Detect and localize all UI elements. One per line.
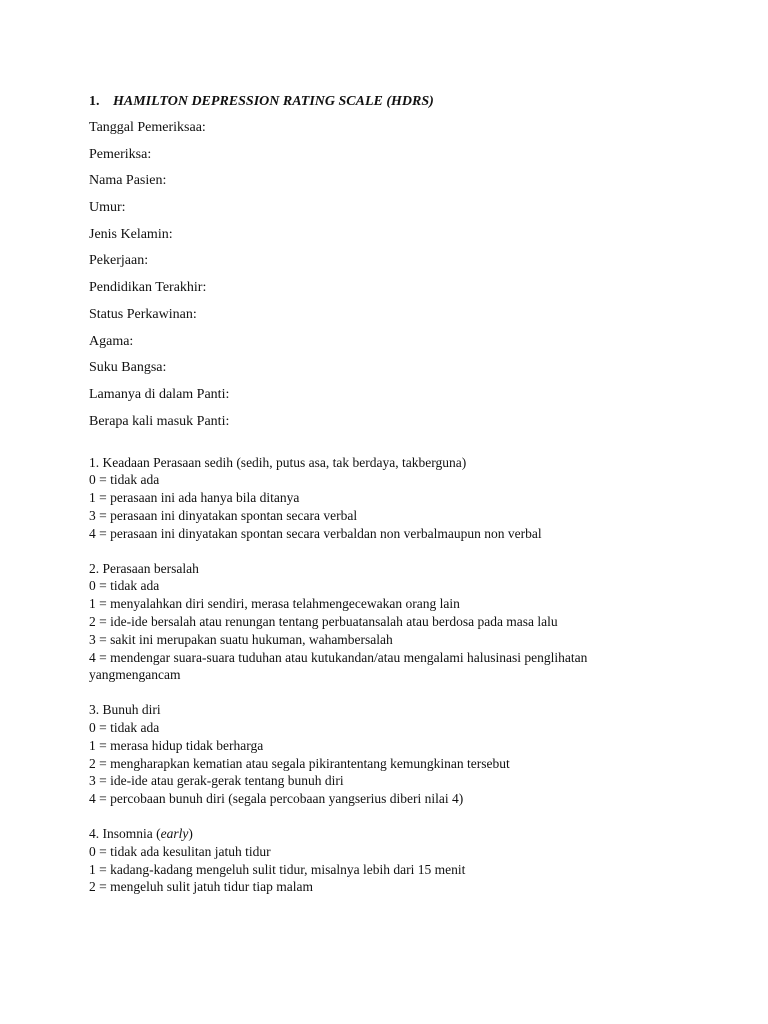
field-umur: Umur: [89,200,126,216]
title-number: 1. [89,94,100,109]
list-item: 2 = mengharapkan kematian atau segala pikirantentang kemungkinan tersebut [89,755,510,771]
field-status-perkawinan: Status Perkawinan: [89,306,197,322]
heading-suffix: ) [188,825,193,841]
list-item: 1 = perasaan ini ada hanya bila ditanya [89,490,300,506]
list-item: 0 = tidak ada [89,472,160,488]
section-keadaan-perasaan-sedih [89,454,729,543]
list-item: 0 = tidak ada [89,578,160,594]
document-page [89,92,729,913]
field-jenis-kelamin: Jenis Kelamin: [89,226,173,242]
list-item: 4 = percobaan bunuh diri (segala percobaan yangserius diberi nilai 4) [89,791,464,807]
field-pekerjaan: Pekerjaan: [89,253,149,269]
list-item: 1 = merasa hidup tidak berharga [89,737,264,753]
section-bunuh-diri [89,701,729,808]
section-insomnia-early [89,825,729,896]
heading-prefix: 4. Insomnia ( [89,825,161,841]
list-item: 3 = sakit ini merupakan suatu hukuman, wahambersalah [89,631,393,647]
field-lamanya-di-panti: Lamanya di dalam Panti: [89,386,230,402]
field-pendidikan-terakhir: Pendidikan Terakhir: [89,280,207,296]
document-title [89,92,729,112]
title-text: HAMILTON DEPRESSION RATING SCALE (HDRS) [113,94,434,109]
heading-emphasis: early [160,825,189,841]
list-item: 0 = tidak ada kesulitan jatuh tidur [89,843,271,859]
field-berapa-kali-masuk-panti: Berapa kali masuk Panti: [89,413,230,429]
field-suku-bangsa: Suku Bangsa: [89,360,167,376]
list-item: 1 = kadang-kadang mengeluh sulit tidur, misalnya lebih dari 15 menit [89,861,466,877]
list-item: 2 = ide-ide bersalah atau renungan tentang perbuatansalah atau berdosa pada masa lalu [89,613,558,629]
section-heading: 1. Keadaan Perasaan sedih (sedih, putus asa, tak berdaya, takberguna) [89,454,467,470]
list-item: 2 = mengeluh sulit jatuh tidur tiap malam [89,879,313,895]
field-agama: Agama: [89,333,134,349]
list-item: 3 = perasaan ini dinyatakan spontan secara verbal [89,507,358,523]
field-tanggal-pemeriksaan: Tanggal Pemeriksaa: [89,120,206,135]
list-item: 4 = perasaan ini dinyatakan spontan secara verbaldan non verbalmaupun non verbal [89,525,542,541]
list-item: 0 = tidak ada [89,719,160,735]
list-item: 4 = mendengar suara-suara tuduhan atau kutukandan/atau mengalami halusinasi penglihatan yangmengancam [89,649,588,683]
section-heading: 2. Perasaan bersalah [89,560,199,576]
section-heading: 3. Bunuh diri [89,702,161,718]
field-nama-pasien: Nama Pasien: [89,173,167,189]
section-heading [89,825,729,843]
list-item: 3 = ide-ide atau gerak-gerak tentang bunuh diri [89,773,344,789]
field-pemeriksa: Pemeriksa: [89,146,152,162]
patient-info-fields [89,118,729,432]
list-item: 1 = menyalahkan diri sendiri, merasa telahmengecewakan orang lain [89,596,460,612]
section-perasaan-bersalah [89,560,729,685]
